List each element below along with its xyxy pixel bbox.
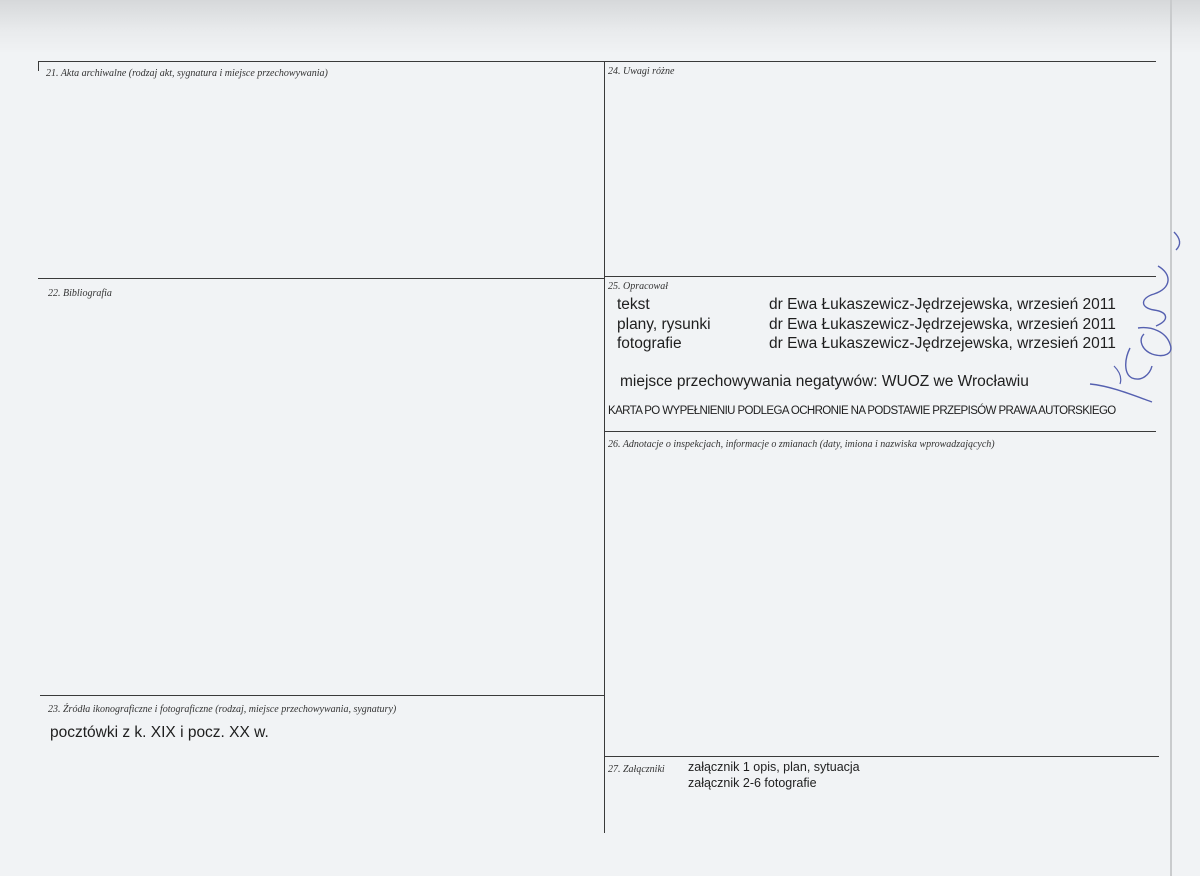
copyright-notice: KARTA PO WYPEŁNIENIU PODLEGA OCHRONIE NA PODSTAWIE PRZEPISÓW PRAWA AUTORSKIEGO: [608, 405, 1116, 417]
left-inner-divider: [38, 61, 39, 71]
prepared-item-text: tekst: [617, 296, 650, 313]
prepared-item-photos: fotografie: [617, 335, 682, 352]
section-24-label: 24. Uwagi różne: [608, 66, 675, 77]
prepared-author-text: dr Ewa Łukaszewicz-Jędrzejewska, wrzesień 2011: [769, 296, 1116, 313]
section-22-label: 22. Bibliografia: [48, 288, 112, 299]
center-divider: [604, 61, 605, 833]
section-21-label: 21. Akta archiwalne (rodzaj akt, sygnatura i miejsce przechowywania): [46, 68, 328, 79]
attachment-item: załącznik 1 opis, plan, sytuacja: [688, 760, 860, 774]
section-27-label: 27. Załączniki: [608, 764, 665, 775]
rule-22-23: [40, 695, 604, 696]
rule-24-25: [604, 276, 1156, 277]
prepared-author-photos: dr Ewa Łukaszewicz-Jędrzejewska, wrzesień 2011: [769, 335, 1116, 352]
section-26-label: 26. Adnotacje o inspekcjach, informacje o zmianach (daty, imiona i nazwiska wprowadzających): [608, 439, 995, 450]
rule-26-27: [604, 756, 1159, 757]
iconographic-sources-value: pocztówki z k. XIX i pocz. XX w.: [50, 724, 269, 741]
section-25-label: 25. Opracował: [608, 281, 668, 292]
page-right-edge: [1170, 0, 1172, 876]
page-top-edge: [0, 0, 1200, 52]
attachment-item: załącznik 2-6 fotografie: [688, 776, 817, 790]
prepared-author-plans: dr Ewa Łukaszewicz-Jędrzejewska, wrzesień 2011: [769, 316, 1116, 333]
rule-25-26: [604, 431, 1156, 432]
prepared-item-plans: plany, rysunki: [617, 316, 711, 333]
top-rule: [38, 61, 1156, 62]
rule-21-22: [38, 278, 604, 279]
handwritten-signature: [1080, 228, 1190, 408]
negatives-location: miejsce przechowywania negatywów: WUOZ we Wrocławiu: [620, 373, 1029, 390]
section-23-label: 23. Źródła ikonograficzne i fotograficzne (rodzaj, miejsce przechowywania, sygnatury): [48, 704, 397, 715]
